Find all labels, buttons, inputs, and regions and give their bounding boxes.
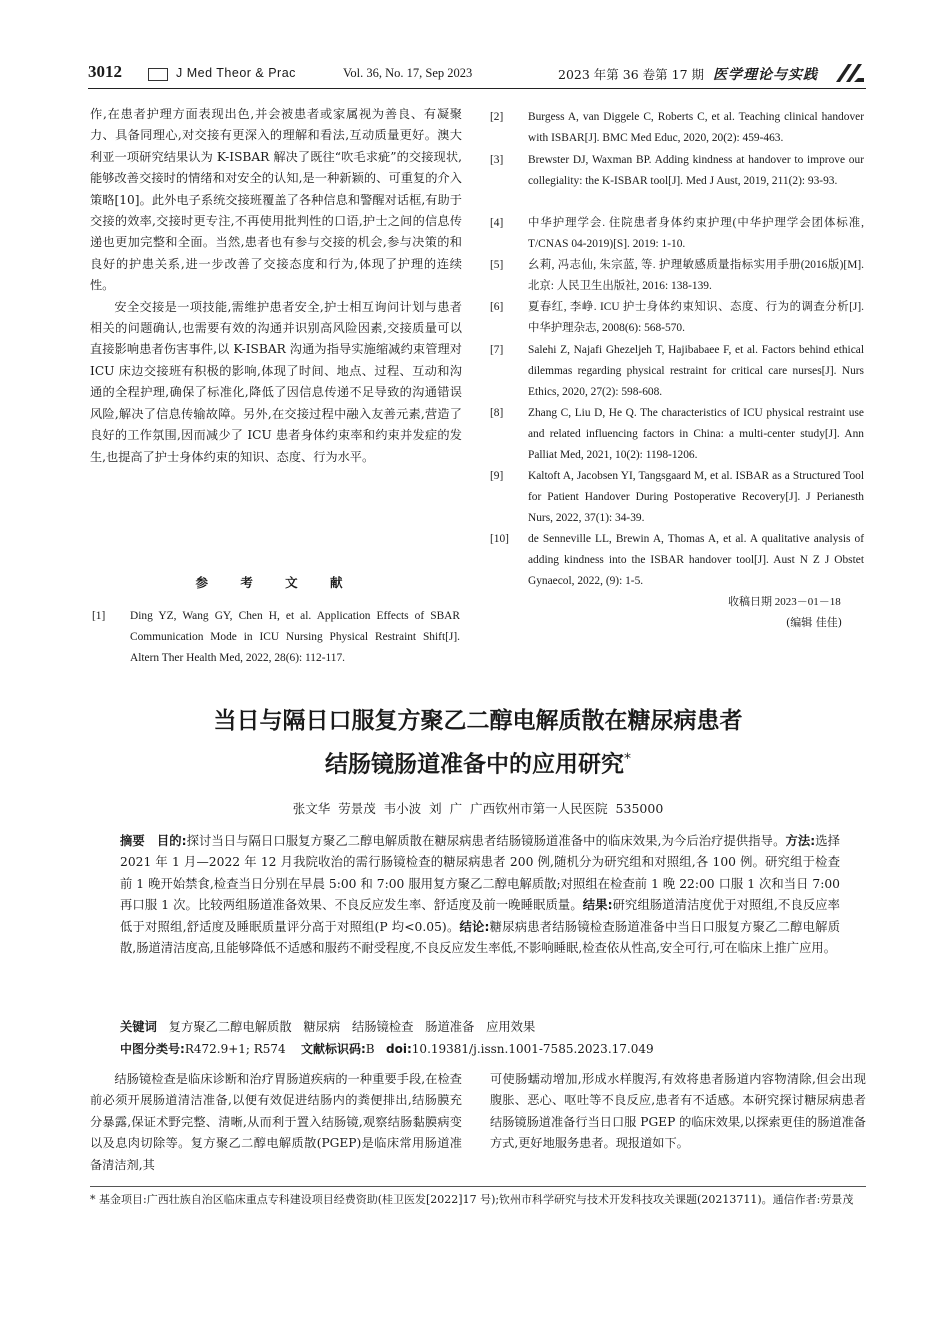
abstract xyxy=(120,831,840,959)
authors-affiliation: 张文华 劳景茂 韦小波 刘 广 广西钦州市第一人民医院 535000 xyxy=(292,801,664,816)
volume-info: Vol. 36, No. 17, Sep 2023 xyxy=(343,66,473,80)
reference-item: [7] Salehi Z, Najafi Ghezeljeh T, Hajibabaee F, et al. Factors behind ethical dilemmas regarding physical restraint for critical care nurses[J]. Nurs Ethics, 2020, 27(2): 598-608. xyxy=(490,344,864,399)
title-line-2: 结肠镜肠道准备中的应用研究 xyxy=(325,751,624,778)
volume-info-cn: 2023 年第 36 卷第 17 期 xyxy=(558,67,704,82)
conclusion-label: 结论: xyxy=(459,919,490,934)
journal-name-en: J Med Theor & Prac xyxy=(176,66,296,80)
header-box-mark xyxy=(148,68,168,81)
received-date: 收稿日期 2023－01－18 xyxy=(728,596,841,608)
reference-item: [5] 幺莉, 冯志仙, 朱宗蓝, 等. 护理敏感质量指标实用手册(2016版)[M]. 北京: 人民卫生出版社, 2016: 138-139. xyxy=(490,259,864,293)
reference-item: [6] 夏春红, 李峥. ICU 护士身体约束知识、态度、行为的调查分析[J]. 中华护理杂志, 2008(6): 568-570. xyxy=(490,301,864,335)
doi-label: doi: xyxy=(386,1042,412,1056)
keywords-label: 关键词 xyxy=(120,1020,157,1034)
title-footnote-mark: * xyxy=(624,751,631,767)
header-rule xyxy=(88,88,866,89)
title-line-1: 当日与隔日口服复方聚乙二醇电解质散在糖尿病患者 xyxy=(213,708,743,734)
result-label: 结果: xyxy=(582,898,613,913)
doc-code-label: 文献标识码: xyxy=(300,1042,366,1056)
paragraph-continued: 作,在患者护理方面表现出色,并会被患者或家属视为善良、有凝聚力、具备同理心,对交接有更深入的理解和看法,互动质量更好。澳大利亚一项研究结果认为 K-ISBAR 解决了既往“吹毛求疵”的交接现状,能够改善交接时的情绪和对安全的认知,是一种新颖的、可重复的介入策略[10]。此外电子系统交接班覆盖了各种信息和警醒对话框,有助于交接的效率,交接时更专注,不再使用批判性的口语,护士之间的信息传递也更加完整和全面。当然,患者也有参与交接的机会,参与决策的和良好的护患关系,进一步改善了交接态度和行为,体现了护理的连续性。 xyxy=(90,107,462,293)
abstract-objective: 探讨当日与隔日口服复方聚乙二醇电解质散在糖尿病患者结肠镜肠道准备中的临床效果,为今后治疗提供指导。 xyxy=(186,834,786,848)
clc-label: 中图分类号: xyxy=(120,1042,185,1056)
editor-note: (编辑 佳佳) xyxy=(786,616,843,629)
classification-line xyxy=(120,1040,840,1057)
reference-item: [2] Burgess A, van Diggele C, Roberts C, et al. Teaching clinical handover with ISBAR[J]. BMC Med Educ, 2020, 20(2): 459-463. xyxy=(490,111,864,145)
footnote-rule xyxy=(90,1186,866,1187)
reference-item: [8] Zhang C, Liu D, He Q. The characteristics of ICU physical restraint use and related influencing factors in China: a multi-center study[J]. Ann Palliat Med, 2021, 10(2): 1198-1206. xyxy=(490,407,864,462)
intro-paragraph-continued: 可使肠蠕动增加,形成水样腹泻,有效将患者肠道内容物清除,但会出现腹胀、恶心、呕吐等不良反应,患者有不适感。本研究探讨糖尿病患者结肠镜肠道准备行当日口服 PGEP 的临床效果,以探索更佳的肠道准备方式,更好地服务患者。现报道如下。 xyxy=(490,1072,866,1151)
intro-right-column xyxy=(490,1069,866,1155)
abstract-result: 研究组肠道清洁度优于对照组,不良反应率低于对照组,舒适度及睡眠质量评分高于对照组(P 均<0.05)。 xyxy=(120,898,840,934)
page-number: 3012 xyxy=(88,62,122,81)
running-header xyxy=(88,62,868,86)
keywords xyxy=(120,1017,840,1035)
reference-item: [10] de Senneville LL, Brewin A, Thomas A, et al. A qualitative analysis of adding kindness into the ISBAR handover tool[J]. Aust N Z J Obstet Gynaecol, 2022, (9): 1-5. xyxy=(490,533,864,588)
abstract-label: 摘要 xyxy=(120,834,145,848)
abstract-conclusion: 糖尿病患者结肠镜检查肠道准备中当日口服复方聚乙二醇电解质散,肠道清洁度高,且能够降低不适感和服药不耐受程度,不良反应发生率低,不影响睡眠,检查依从性高,安全可行,可在临床上推广应用。 xyxy=(120,919,841,956)
clc-value: R472.9+1; R574 xyxy=(184,1042,286,1056)
reference-item: [1] Ding YZ, Wang GY, Chen H, et al. Application Effects of SBAR Communication Mode in ICU Nursing Physical Restraint Shift[J]. Altern Ther Health Med, 2022, 28(6): 112-117. xyxy=(92,610,460,665)
abstract-method: 选择 2021 年 1 月—2022 年 12 月我院收治的需行肠镜检查的糖尿病患者 200 例,随机分为研究组和对照组,各 100 例。研究组于检查前 1 晚开始禁食,检查当日分别在早晨 5:00 和 7:00 服用复方聚乙二醇电解质散;对照组在检查前 1 晚 22:00 口服 1 次和当日 7:00 再口服 1 次。比较两组肠道准备效果、不良反应发生率、舒适度及前一晚睡眠质量。 xyxy=(120,834,840,913)
article-title xyxy=(90,702,866,784)
objective-label: 目的: xyxy=(156,834,187,848)
funding-footnote: * 基金项目:广西壮族自治区临床重点专科建设项目经费资助(桂卫医发[2022]17 号);钦州市科学研究与技术开发科技攻关课题(20213711)。通信作者:劳景茂 xyxy=(90,1193,854,1206)
reference-item: [4] 中华护理学会. 住院患者身体约束护理(中华护理学会团体标准, T/CNAS 04-2019)[S]. 2019: 1-10. xyxy=(490,217,864,251)
intro-left-column xyxy=(90,1069,462,1176)
journal-name-cn: 医学理论与实践 xyxy=(713,67,818,83)
reference-item: [9] Kaltoft A, Jacobsen YI, Tangsgaard M, et al. ISBAR as a Structured Tool for Patient Handover During Postoperative Recovery[J]. J Perianesth Nurs, 2022, 37(1): 34-39. xyxy=(490,470,864,525)
journal-logo-icon xyxy=(834,62,866,84)
doi-value: 10.19381/j.issn.1001-7585.2023.17.049 xyxy=(411,1042,654,1056)
paragraph-safety-handover: 安全交接是一项技能,需维护患者安全,护士相互询问计划与患者相关的问题确认,也需要有效的沟通并识别高风险因素,交接质量可以直接影响患者伤害事件,以 K-ISBAR 沟通为指导实施缩减约束管理对 ICU 床边交接班有积极的影响,体现了时间、地点、过程、互动和沟通的全程护理,确保了标准化,降低了因信息传递不足导致的沟通错误风险,解决了信息传输故障。另外,在交接过程中融入友善元素,营造了良好的工作氛围,因而减少了 ICU 患者身体约束率和约束并发症的发生,也提高了护士身体约束的知识、态度、行为水平。 xyxy=(90,299,462,464)
keywords-text: 复方聚乙二醇电解质散 糖尿病 结肠镜检查 肠道准备 应用效果 xyxy=(168,1020,536,1034)
left-column-text xyxy=(90,104,462,468)
method-label: 方法: xyxy=(785,834,816,848)
references-heading: 参 考 文 献 xyxy=(195,575,357,590)
reference-item: [3] Brewster DJ, Waxman BP. Adding kindness at handover to improve our collegiality: the K-ISBAR tool[J]. Med J Aust, 2019, 211(2): 93-93. xyxy=(490,154,864,188)
doc-code-value: B xyxy=(365,1042,375,1056)
intro-paragraph: 结肠镜检查是临床诊断和治疗胃肠道疾病的一种重要手段,在检查前必须开展肠道清洁准备,以便有效促进结肠内的粪便排出,结肠膜充分暴露,保证术野完整、清晰,从而利于置入结肠镜,观察结肠黏膜病变以及息肉切除等。复方聚乙二醇电解质散(PGEP)是临床常用肠道准备清洁剂,其 xyxy=(90,1072,462,1172)
